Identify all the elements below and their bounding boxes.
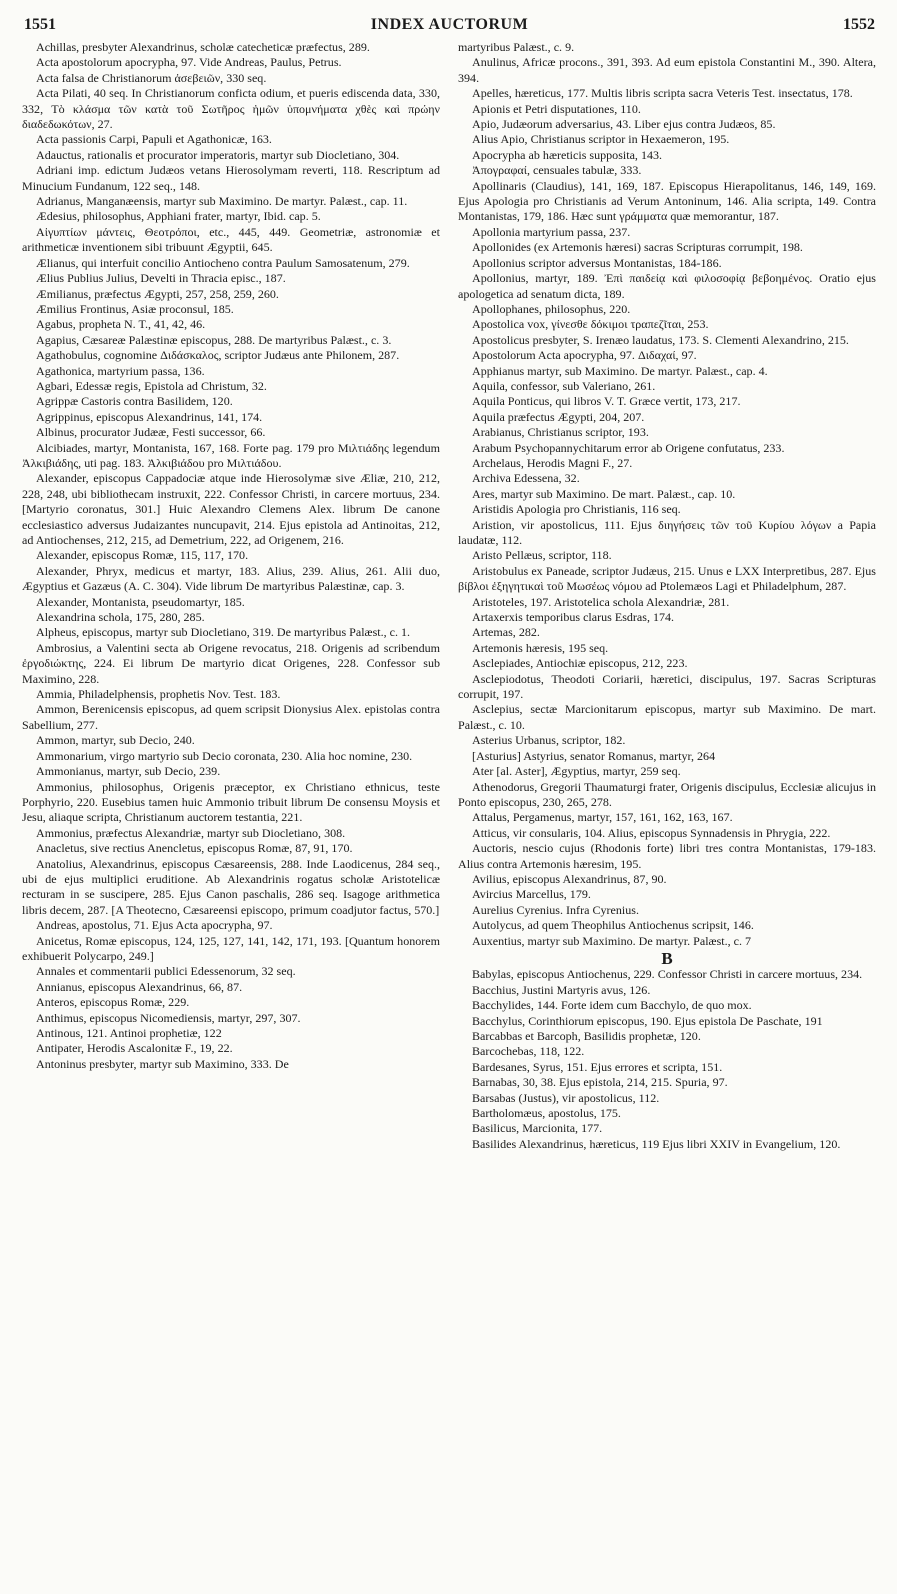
index-entry: Ares, martyr sub Maximino. De mart. Palæst., cap. 10. bbox=[472, 486, 736, 501]
section-letter: B bbox=[661, 948, 673, 968]
index-entry: Barcabbas et Barcoph, Basilidis prophetæ, 120. bbox=[472, 1029, 701, 1043]
index-entry: Bacchius, Justini Martyris avus, 126. bbox=[472, 982, 651, 997]
index-entry: Apollophanes, philosophus, 220. bbox=[472, 301, 631, 316]
index-entry: Adrianus, Manganæensis, martyr sub Maximino. De martyr. Palæst., cap. 11. bbox=[36, 194, 408, 209]
index-entry: Auxentius, martyr sub Maximino. De martyr. Palæst., c. 7 bbox=[472, 933, 752, 948]
index-entry: [Asturius] Astyrius, senator Romanus, martyr, 264 bbox=[472, 748, 716, 763]
index-entry: Attalus, Pergamenus, martyr, 157, 161, 162, 163, 167. bbox=[472, 810, 733, 825]
index-entry: Ædesius, philosophus, Apphiani frater, martyr, Ibid. cap. 5. bbox=[36, 209, 321, 224]
index-entry: Artemas, 282. bbox=[472, 625, 540, 640]
index-entry: Anatolius, Alexandrinus, episcopus Cæsareensis, 288. Inde Laodicenus, 284 seq., ubi de ejus multiplici eruditione. Ab Alexandrinis rogatus scholæ Aristotelicæ recturam in se suscipere, 285. Ejus Canon paschalis, 286 seq. Isagoge arithmetica libris decem, 287. [A Theotecno, Cæsareensi episcopo, primum coadjutor factus, 570.] bbox=[22, 856, 440, 917]
index-entry: Annianus, episcopus Alexandrinus, 66, 87. bbox=[36, 979, 243, 994]
index-entry: Barnabas, 30, 38. Ejus epistola, 214, 215. Spuria, 97. bbox=[472, 1075, 728, 1090]
index-entry: Aristoteles, 197. Aristotelica schola Alexandriæ, 281. bbox=[472, 594, 730, 609]
index-entry: Aristo Pellæus, scriptor, 118. bbox=[472, 548, 612, 563]
index-entry: Achillas, presbyter Alexandrinus, scholæ catecheticæ præfectus, 289. bbox=[36, 40, 370, 54]
index-entry: Aquila, confessor, sub Valeriano, 261. bbox=[472, 378, 656, 393]
index-entry: Asterius Urbanus, scriptor, 182. bbox=[472, 733, 626, 748]
index-entry: Ammonius, philosophus, Origenis præceptor, ex Christiano ethnicus, teste Porphyrio, 220. Eusebius tamen huic Ammonio tribuit librum De consensu Moysis et Jesu, aliaque scripta, Christianum auctorem testantia, 221. bbox=[22, 779, 440, 825]
index-entry: Apostolica vox, γίνεσθε δόκιμοι τραπεζῖται, 253. bbox=[472, 317, 709, 332]
index-entry: Archelaus, Herodis Magni F., 27. bbox=[472, 455, 633, 470]
index-entry: Antoninus presbyter, martyr sub Maximino, 333. De bbox=[36, 1056, 289, 1071]
index-entry: Asclepius, sectæ Marcionitarum episcopus, martyr sub Maximino. De mart. Palæst., c. 10. bbox=[458, 702, 876, 732]
index-entry: Ἀπογραφαί, censuales tabulæ, 333. bbox=[472, 163, 642, 178]
index-entry: Aristion, vir apostolicus, 111. Ejus διηγήσεις τῶν τοῦ Κυρίου λόγων a Papia laudatæ, 112. bbox=[458, 517, 876, 547]
index-entry: Aquila præfectus Ægypti, 204, 207. bbox=[472, 409, 645, 424]
index-entry: Auctoris, nescio cujus (Rhodonis forte) libri tres contra Montanistas, 179-183. Alius contra Artemonis hæresim, 195. bbox=[458, 841, 876, 871]
index-entry: martyribus Palæst., c. 9. bbox=[458, 40, 575, 54]
index-entry: Basilicus, Marcionita, 177. bbox=[472, 1121, 603, 1136]
index-entry: Albinus, procurator Judææ, Festi successor, 66. bbox=[36, 425, 266, 440]
index-entry: Agathobulus, cognomine Διδάσκαλος, scriptor Judæus ante Philonem, 287. bbox=[36, 348, 400, 363]
index-entry: Ammia, Philadelphensis, prophetis Nov. Test. 183. bbox=[36, 687, 281, 702]
index-entry: Alexandrina schola, 175, 280, 285. bbox=[36, 610, 205, 625]
index-entry: Alexander, Montanista, pseudomartyr, 185. bbox=[36, 594, 245, 609]
index-entry: Bartholomæus, apostolus, 175. bbox=[472, 1106, 621, 1121]
index-entry: Aquila Ponticus, qui libros V. T. Græce vertit, 173, 217. bbox=[472, 394, 741, 409]
index-entry: Acta falsa de Christianorum ἀσεβειῶν, 330 seq. bbox=[36, 70, 267, 85]
index-entry: Acta passionis Carpi, Papuli et Agathonicæ, 163. bbox=[36, 132, 272, 147]
index-entry: Atticus, vir consularis, 104. Alius, episcopus Synnadensis in Phrygia, 222. bbox=[472, 825, 831, 840]
index-entry: Apelles, hæreticus, 177. Multis libris scripta sacra Veteris Test. insectatus, 178. bbox=[472, 86, 853, 101]
index-entry: Autolycus, ad quem Theophilus Antiochenus scripsit, 146. bbox=[472, 918, 754, 933]
index-entry: Ammonarium, virgo martyrio sub Decio coronata, 230. Alia hoc nomine, 230. bbox=[36, 748, 413, 763]
index-entry: Apocrypha ab hæreticis supposita, 143. bbox=[472, 147, 663, 162]
index-entry: Athenodorus, Gregorii Thaumaturgi frater, Origenis discipulus, Ecclesiæ alicujus in Ponto episcopus, 230, 265, 278. bbox=[458, 779, 876, 809]
index-entry: Ambrosius, a Valentini secta ab Origene revocatus, 218. Origenis ad scribendum ἐργοδιώκτης, 224. Ei librum De martyrio dicat Origenes, 228. Confessor sub Maximino, 228. bbox=[22, 640, 440, 686]
index-entry: Alpheus, episcopus, martyr sub Diocletiano, 319. De martyribus Palæst., c. 1. bbox=[36, 625, 411, 640]
index-entry: Adauctus, rationalis et procurator imperatoris, martyr sub Diocletiano, 304. bbox=[36, 147, 400, 162]
index-entry: Bacchylides, 144. Forte idem cum Bacchylo, de quo mox. bbox=[472, 998, 752, 1013]
index-entry: Ater [al. Aster], Ægyptius, martyr, 259 seq. bbox=[472, 764, 681, 779]
index-entry: Artaxerxis temporibus clarus Esdras, 174. bbox=[472, 610, 675, 625]
index-entry: Archiva Edessena, 32. bbox=[472, 471, 580, 486]
index-entry: Anthimus, episcopus Nicomediensis, martyr, 297, 307. bbox=[36, 1010, 301, 1025]
index-entry: Anacletus, sive rectius Anencletus, episcopus Romæ, 87, 91, 170. bbox=[36, 841, 353, 856]
index-entry: Agrippinus, episcopus Alexandrinus, 141, 174. bbox=[36, 409, 263, 424]
index-entry: Agapius, Cæsareæ Palæstinæ episcopus, 288. De martyribus Palæst., c. 3. bbox=[36, 332, 392, 347]
index-entry: Bardesanes, Syrus, 151. Ejus errores et scripta, 151. bbox=[472, 1059, 723, 1074]
index-entry: Aristidis Apologia pro Christianis, 116 seq. bbox=[472, 502, 681, 517]
index-entry: Barsabas (Justus), vir apostolicus, 112. bbox=[472, 1090, 660, 1105]
index-entry: Annales et commentarii publici Edessenorum, 32 seq. bbox=[36, 964, 296, 979]
index-entry: Bacchylus, Corinthiorum episcopus, 190. Ejus epistola De Paschate, 191 bbox=[472, 1013, 823, 1028]
index-entry: Agathonica, martyrium passa, 136. bbox=[36, 363, 205, 378]
page-number-left: 1551 bbox=[24, 16, 56, 33]
index-entry: Artemonis hæresis, 195 seq. bbox=[472, 640, 609, 655]
index-entry: Apio, Judæorum adversarius, 43. Liber ejus contra Judæos, 85. bbox=[472, 117, 776, 132]
index-entry: Apollinaris (Claudius), 141, 169, 187. Episcopus Hierapolitanus, 146, 149, 169. Ejus Apologia pro Christianis ad Verum Antoninum, 146. Alia scripta, 149. Contra Montanistas, 179, 186. Hæc sunt γράμματα quæ memorantur, 187. bbox=[458, 178, 876, 224]
index-entry: Ælius Publius Julius, Develti in Thracia episc., 187. bbox=[36, 271, 286, 286]
index-entry: Asclepiades, Antiochiæ episcopus, 212, 223. bbox=[472, 656, 688, 671]
index-entry: Alexander, episcopus Romæ, 115, 117, 170. bbox=[36, 548, 249, 563]
page-header bbox=[24, 16, 875, 38]
index-entry: Agabus, propheta N. T., 41, 42, 46. bbox=[36, 317, 206, 332]
index-entry: Agbari, Edessæ regis, Epistola ad Christum, 32. bbox=[36, 378, 267, 393]
index-entry: Æmilianus, præfectus Ægypti, 257, 258, 259, 260. bbox=[36, 286, 279, 301]
index-entry: Ammonius, præfectus Alexandriæ, martyr sub Diocletiano, 308. bbox=[36, 825, 346, 840]
index-entry: Arabum Psychopannychitarum error ab Origene confutatus, 233. bbox=[472, 440, 785, 455]
index-entry: Basilides Alexandrinus, hæreticus, 119 Ejus libri XXIV in Evangelium, 120. bbox=[472, 1136, 841, 1151]
index-column-left bbox=[22, 40, 440, 1565]
index-entry: Αἰγυπτίων μάντεις, Θεοτρόποι, etc., 445, 449. Geometriæ, astronomiæ et arithmeticæ inventionem sibi tribuunt Ægyptii, 645. bbox=[22, 224, 440, 255]
index-entry: Alexander, episcopus Cappadociæ atque inde Hierosolymæ sive Æliæ, 210, 212, 228, 248, ubi bibliothecam instruxit, 222. Confessor Christi, in carcere mortuus, 234. [Martyrio coronatus, 301.] Huic Alexandro Clemens Alex. librum De canone ecclesiastico adversus Judaizantes nuncupavit, 214. Ejus epistola ad Antinoitas, 212, ad Antiochenses, 212, 215, ad Demetrium, 222, ad Origenem, 216. bbox=[22, 471, 440, 547]
index-entry: Apollonia martyrium passa, 237. bbox=[472, 224, 631, 239]
index-entry: Avilius, episcopus Alexandrinus, 87, 90. bbox=[472, 871, 667, 886]
index-entry: Acta apostolorum apocrypha, 97. Vide Andreas, Paulus, Petrus. bbox=[36, 55, 342, 70]
index-entry: Apollonius scriptor adversus Montanistas, 184-186. bbox=[472, 255, 722, 270]
page-number-right: 1552 bbox=[843, 16, 875, 33]
index-entry: Apionis et Petri disputationes, 110. bbox=[472, 101, 641, 116]
index-entry: Arabianus, Christianus scriptor, 193. bbox=[472, 425, 649, 440]
index-entry: Alcibiades, martyr, Montanista, 167, 168. Forte pag. 179 pro Μιλτιάδης legendum Ἀλκιβιάδης, uti pag. 183. Ἀλκιβιάδου pro Μιλτιάδου. bbox=[22, 440, 440, 470]
index-entry: Apostolicus presbyter, S. Irenæo laudatus, 173. S. Clementi Alexandrino, 215. bbox=[472, 332, 849, 347]
index-entry: Barcochebas, 118, 122. bbox=[472, 1044, 585, 1059]
index-entry: Agrippæ Castoris contra Basilidem, 120. bbox=[36, 394, 233, 409]
index-entry: Ammon, Berenicensis episcopus, ad quem scripsit Dionysius Alex. epistolas contra Sabellium, 277. bbox=[22, 702, 440, 732]
index-entry: Apollonius, martyr, 189. Ἐπὶ παιδείᾳ καὶ φιλοσοφίᾳ βεβοημένος. Oratio ejus apologetica ad senatum dicta, 189. bbox=[458, 271, 876, 301]
index-entry: Adriani imp. edictum Judæos vetans Hierosolymam reverti, 118. Rescriptum ad Minucium Fundanum, 122 seq., 148. bbox=[22, 163, 440, 193]
index-entry: Anicetus, Romæ episcopus, 124, 125, 127, 141, 142, 171, 193. [Quantum honorem exhibuerit Polycarpo, 249.] bbox=[22, 933, 440, 963]
index-entry: Alius Apio, Christianus scriptor in Hexaemeron, 195. bbox=[472, 132, 730, 147]
index-entry: Æmilius Frontinus, Asiæ proconsul, 185. bbox=[36, 301, 234, 316]
index-entry: Aristobulus ex Paneade, scriptor Judæus, 215. Unus e LXX Interpretibus, 287. Ejus βίβλοι ἐξηγητικαὶ τοῦ Μωσέως νόμου ad Ptolemæos Lagi et Philadelphum, 287. bbox=[458, 563, 876, 594]
page-title: INDEX AUCTORUM bbox=[370, 16, 529, 33]
index-entry: Antinous, 121. Antinoi prophetiæ, 122 bbox=[36, 1026, 222, 1040]
index-entry: Apphianus martyr, sub Maximino. De martyr. Palæst., cap. 4. bbox=[472, 363, 768, 378]
index-entry: Babylas, episcopus Antiochenus, 229. Confessor Christi in carcere mortuus, 234. bbox=[472, 967, 863, 982]
index-entry: Alexander, Phryx, medicus et martyr, 183. Alius, 239. Alius, 261. Alii duo, Ægyptius et Gazæus (A. C. 304). Vide librum De martyribus Palæstinæ, cap. 3. bbox=[22, 563, 440, 594]
index-entry: Anteros, episcopus Romæ, 229. bbox=[36, 995, 190, 1010]
index-entry: Ælianus, qui interfuit concilio Antiocheno contra Paulum Samosatenum, 279. bbox=[36, 255, 410, 270]
index-entry: Acta Pilati, 40 seq. In Christianorum conficta odium, et pueris ediscenda data, 330, 332, Τὸ κλάσμα τῶν κατὰ τοῦ Σωτῆρος ἡμῶν ὑπομνήματα χθὲς καὶ πρώην διαδεδωκότων, 27. bbox=[22, 86, 440, 132]
index-entry: Aurelius Cyrenius. Infra Cyrenius. bbox=[472, 902, 639, 917]
index-entry: Ammonianus, martyr, sub Decio, 239. bbox=[36, 764, 221, 779]
index-entry: Asclepiodotus, Theodoti Coriarii, hæretici, discipulus, 197. Sacras Scripturas corrupit, 197. bbox=[458, 671, 876, 702]
index-entry: Antipater, Herodis Ascalonitæ F., 19, 22. bbox=[36, 1041, 233, 1056]
index-entry: Avircius Marcellus, 179. bbox=[472, 887, 591, 902]
index-entry: Apollonides (ex Artemonis hæresi) sacras Scripturas corrumpit, 198. bbox=[472, 240, 803, 255]
index-entry: Anulinus, Africæ procons., 391, 393. Ad eum epistola Constantini M., 390. Altera, 394. bbox=[458, 55, 876, 85]
index-column-right bbox=[458, 40, 876, 1565]
index-entry: Andreas, apostolus, 71. Ejus Acta apocrypha, 97. bbox=[36, 918, 273, 933]
index-entry: Apostolorum Acta apocrypha, 97. Διδαχαί, 97. bbox=[472, 348, 697, 363]
index-entry: Ammon, martyr, sub Decio, 240. bbox=[36, 733, 195, 748]
